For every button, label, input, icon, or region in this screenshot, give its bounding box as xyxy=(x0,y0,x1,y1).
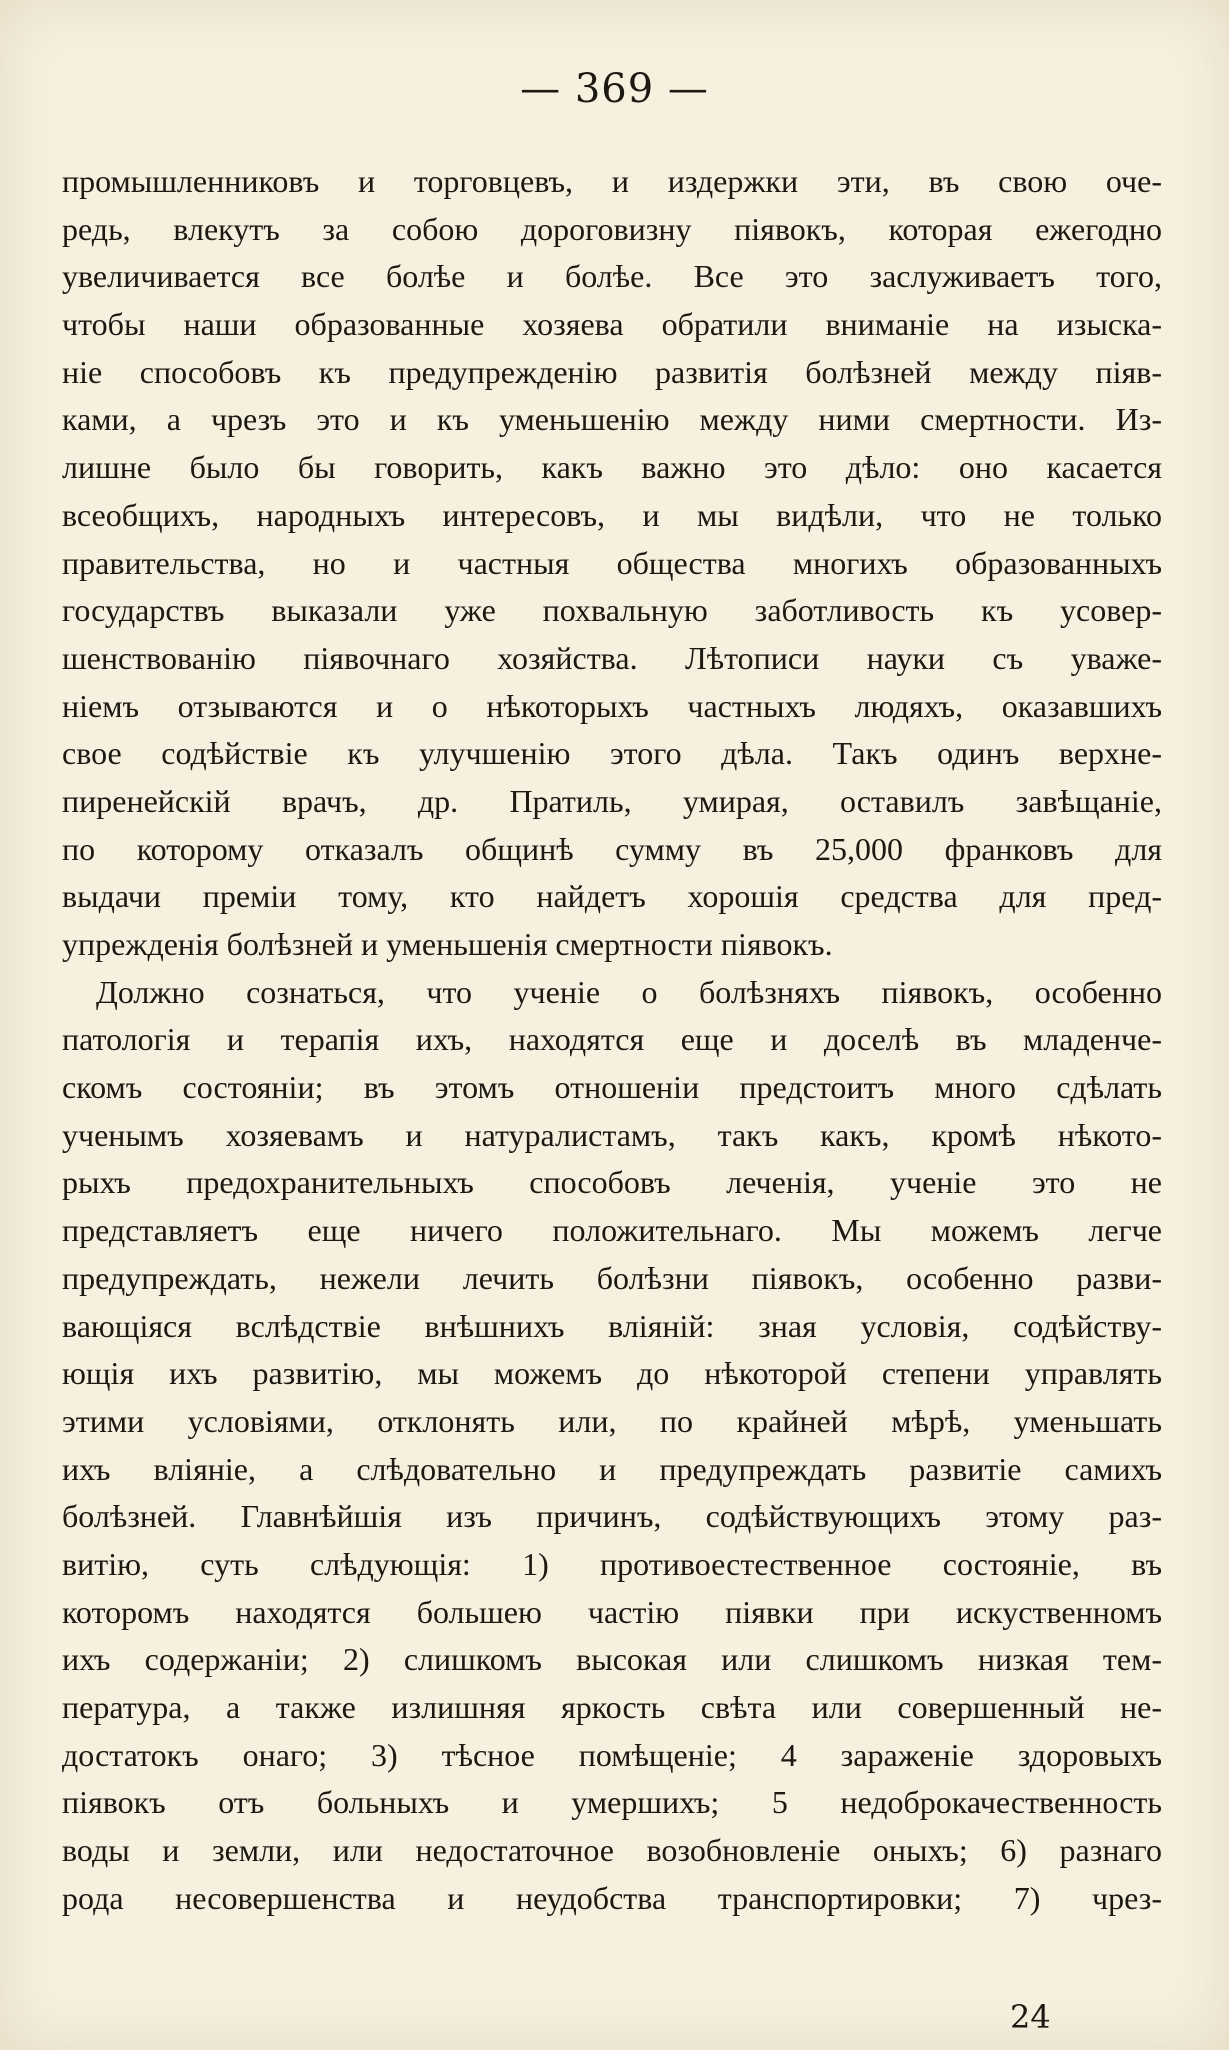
text-line: нiемъ отзываются и о нѣкоторыхъ частныхъ людяхъ, оказавшихъ xyxy=(62,687,1162,724)
text-line: вающiяся вслѣдствiе внѣшнихъ влiянiй: зная условiя, содѣйству- xyxy=(62,1307,1162,1344)
text-line: увеличивается все болѣе и болѣе. Все это заслуживаетъ того, xyxy=(62,258,1162,295)
text-line: пература, а также излишняя яркость свѣта или совершенный не- xyxy=(62,1689,1162,1725)
text-line: всеобщихъ, народныхъ интересовъ, и мы видѣли, что не только xyxy=(62,496,1162,533)
text-line: по которому отказалъ общинѣ сумму въ 25,000 франковъ для xyxy=(62,830,1162,867)
text-line: витiю, суть слѣдующiя: 1) противоестественное состоянiе, въ xyxy=(62,1545,1162,1582)
text-line: ками, а чрезъ это и къ уменьшенiю между ними смертности. Из- xyxy=(62,401,1162,438)
text-line: предупреждать, нежели лечить болѣзни пiявокъ, особенно разви- xyxy=(62,1259,1162,1296)
signature-mark: 24 xyxy=(1010,1998,1051,2036)
text-line: выдачи премiи тому, кто найдетъ хорошiя средства для пред- xyxy=(62,878,1162,915)
text-line: пиренейскiй врачъ, др. Пратиль, умирая, оставилъ завѣщанiе, xyxy=(62,782,1162,819)
body-text xyxy=(62,158,1162,1922)
text-line: редь, влекутъ за собою дороговизну пiявокъ, которая ежегодно xyxy=(62,210,1162,247)
text-line: ихъ содержанiи; 2) слишкомъ высокая или слишкомъ низкая тем- xyxy=(62,1641,1162,1678)
text-line: достатокъ онаго; 3) тѣсное помѣщенiе; 4 зараженiе здоровыхъ xyxy=(62,1736,1162,1773)
text-line: ющiя ихъ развитiю, мы можемъ до нѣкоторой степени управлять xyxy=(62,1355,1162,1392)
text-line: патологiя и терапiя ихъ, находятся еще и доселѣ въ младенче- xyxy=(62,1021,1162,1058)
text-line: Должно сознаться, что ученiе о болѣзняхъ пiявокъ, особенно xyxy=(96,973,1162,1010)
text-line: свое содѣйствiе къ улучшенiю этого дѣла. Такъ одинъ верхне- xyxy=(62,735,1162,772)
page-number: — 369 — xyxy=(520,66,709,112)
text-line: воды и земли, или недостаточное возобновленiе оныхъ; 6) разнаго xyxy=(62,1832,1162,1869)
text-line: этими условiями, отклонять или, по крайней мѣрѣ, уменьшать xyxy=(62,1402,1162,1439)
text-line: чтобы наши образованные хозяева обратили вниманiе на изыска- xyxy=(62,306,1162,343)
text-line: нiе способовъ къ предупрежденiю развитiя болѣзней между пiяв- xyxy=(62,353,1162,390)
text-line: ученымъ хозяевамъ и натуралистамъ, такъ какъ, кромѣ нѣкото- xyxy=(62,1116,1162,1153)
text-line: пiявокъ отъ больныхъ и умершихъ; 5 недоброкачественность xyxy=(62,1784,1162,1821)
text-line: правительства, но и частныя общества многихъ образованныхъ xyxy=(62,544,1162,581)
text-line: которомъ находятся большею частiю пiявки при искуственномъ xyxy=(62,1593,1162,1630)
text-line: болѣзней. Главнѣйшiя изъ причинъ, содѣйствующихъ этому раз- xyxy=(62,1498,1162,1535)
text-line: шенствованiю пiявочнаго хозяйства. Лѣтописи науки съ уваже- xyxy=(62,639,1162,676)
text-line: лишне было бы говорить, какъ важно это дѣло: оно касается xyxy=(62,449,1162,486)
text-line: промышленниковъ и торговцевъ, и издержки эти, въ свою оче- xyxy=(62,163,1162,199)
text-line: рыхъ предохранительныхъ способовъ леченiя, ученiе это не xyxy=(62,1164,1162,1201)
text-line: представляетъ еще ничего положительнаго. Мы можемъ легче xyxy=(62,1212,1162,1249)
text-line: государствъ выказали уже похвальную заботливость къ усовер- xyxy=(62,592,1162,629)
text-line: ихъ влiянiе, а слѣдовательно и предупреждать развитiе самихъ xyxy=(62,1450,1162,1487)
text-line: упрежденiя болѣзней и уменьшенiя смертности пiявокъ. xyxy=(62,926,833,962)
text-line: рода несовершенства и неудобства транспортировки; 7) чрез- xyxy=(62,1879,1162,1916)
text-line: скомъ состоянiи; въ этомъ отношенiи предстоитъ много сдѣлать xyxy=(62,1069,1162,1106)
